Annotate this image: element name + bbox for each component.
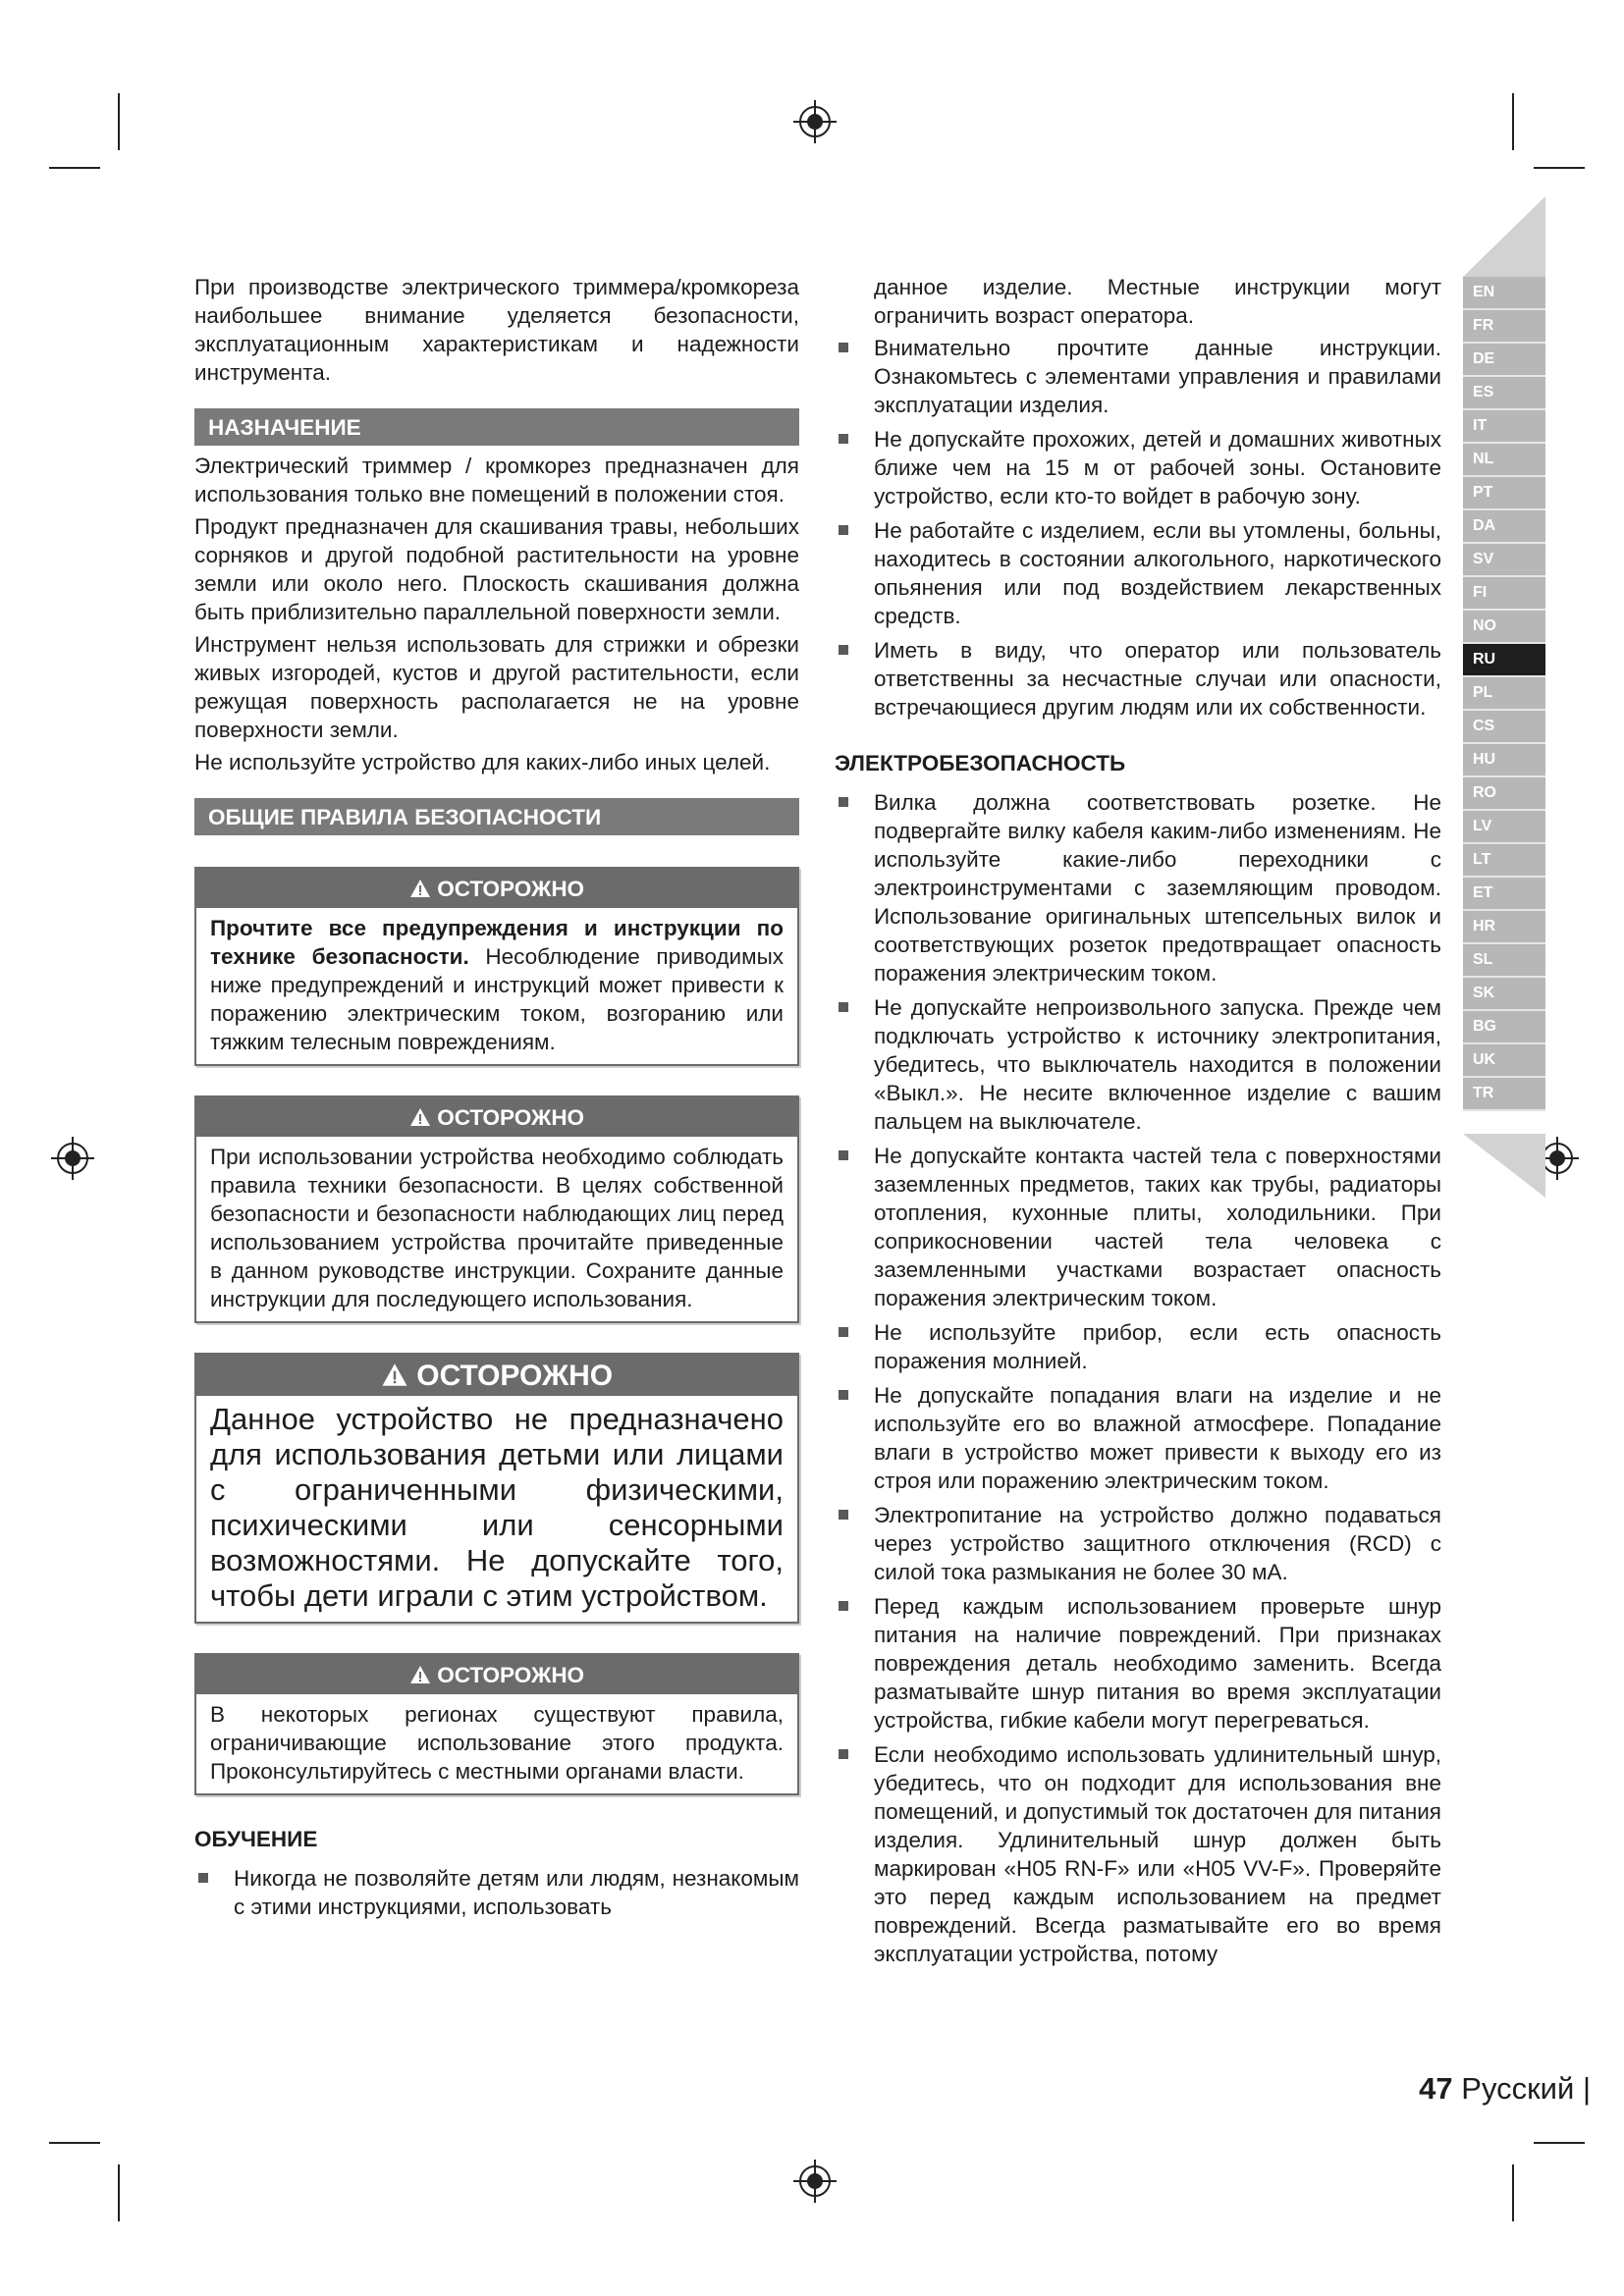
warning-box-large — [194, 1353, 799, 1624]
warning-box — [194, 1095, 799, 1323]
language-tab-da[interactable]: DA — [1463, 510, 1545, 544]
warning-triangle-icon — [409, 1107, 431, 1127]
bullet-square-icon — [839, 343, 848, 352]
language-tab-sk[interactable]: SK — [1463, 978, 1545, 1011]
list-item: Не допускайте попадания влаги на изделие и не используйте его во влажной атмосфере. Попадание влаги в устройство может привести к выходу его из строя или поражению электрическим током. — [835, 1381, 1441, 1495]
bullet-square-icon — [198, 1873, 208, 1883]
list-item: Не работайте с изделием, если вы утомлены, больны, находитесь в состоянии алкогольного, наркотического опьянения или под воздействием лекарственных средств. — [835, 516, 1441, 630]
crop-mark — [118, 2164, 120, 2221]
warning-label: ОСТОРОЖНО — [437, 877, 585, 901]
warning-triangle-icon — [409, 879, 431, 898]
warning-triangle-icon — [381, 1362, 408, 1387]
language-name: Русский — [1461, 2071, 1575, 2106]
crop-mark — [49, 2142, 100, 2144]
purpose-paragraph: Инструмент нельзя использовать для стрижки и обрезки живых изгородей, кустов и другой растительности, если режущая поверхность располагается не на уровне поверхности земли. — [194, 632, 799, 742]
language-tab-pl[interactable]: PL — [1463, 677, 1545, 711]
bullet-square-icon — [839, 1390, 848, 1400]
left-column — [194, 273, 799, 1927]
list-item: Не допускайте непроизвольного запуска. Прежде чем подключать устройство к источнику электропитания, убедитесь, что выключатель находится в положении «Выкл.». Не несите включенное изделие с вашим пальцем на выключателе. — [835, 993, 1441, 1136]
bullet-square-icon — [839, 1327, 848, 1337]
bullet-square-icon — [839, 1749, 848, 1759]
purpose-paragraph: Электрический триммер / кромкорез предназначен для использования только вне помещений в положении стоя. — [194, 454, 799, 507]
crop-mark — [1534, 2142, 1585, 2144]
language-tab-de[interactable]: DE — [1463, 344, 1545, 377]
training-list — [194, 1864, 799, 1921]
training-list-continued — [835, 334, 1441, 721]
language-tab-es[interactable]: ES — [1463, 377, 1545, 410]
language-tab-tr[interactable]: TR — [1463, 1078, 1545, 1111]
language-list — [1463, 277, 1545, 1111]
warning-bold-text: Прочтите все предупреждения и инструкции по технике безопасности. — [210, 916, 784, 969]
section-title-purpose: НАЗНАЧЕНИЕ — [194, 408, 799, 446]
list-item: Не допускайте контакта частей тела с поверхностями заземленных предметов, таких как трубы, радиаторы отопления, кухонные плиты, холодильники. При соприкосновении частей тела человека с заземленными участками возрастает опасность поражения электрическим током. — [835, 1142, 1441, 1312]
list-item: Иметь в виду, что оператор или пользователь ответственны за несчастные случаи или опасности, встречающиеся другим людям или их собственности. — [835, 636, 1441, 721]
language-tab-lv[interactable]: LV — [1463, 811, 1545, 844]
bullet-square-icon — [839, 1002, 848, 1012]
language-tab-hu[interactable]: HU — [1463, 744, 1545, 777]
warning-text: При использовании устройства необходимо соблюдать правила техники безопасности. В целях собственной безопасности и безопасности наблюдающих лиц перед использованием устройства прочитайте приведенные в данном руководстве инструкции. Сохраните данные инструкции для последующего использования. — [210, 1145, 784, 1311]
footer-separator: | — [1582, 2071, 1591, 2106]
registration-mark-icon — [793, 100, 837, 143]
bullet-square-icon — [839, 797, 848, 807]
page-footer — [1276, 2071, 1591, 2107]
bullet-square-icon — [839, 1510, 848, 1520]
purpose-paragraph: Не используйте устройство для каких-либо иных целей. — [194, 750, 771, 774]
warning-box — [194, 867, 799, 1066]
language-tab-bg[interactable]: BG — [1463, 1011, 1545, 1044]
language-tab-no[interactable]: NO — [1463, 611, 1545, 644]
language-tab-sl[interactable]: SL — [1463, 944, 1545, 978]
warning-triangle-icon — [409, 1665, 431, 1684]
page-number: 47 — [1419, 2071, 1453, 2106]
intro-paragraph: При производстве электрического триммера/кромкореза наибольшее внимание уделяется безопасности, эксплуатационным характеристикам и надежности инструмента. — [194, 275, 799, 385]
language-tab-ru[interactable]: RU — [1463, 644, 1545, 677]
right-column — [835, 273, 1441, 1974]
section-title-training: ОБУЧЕНИЕ — [194, 1827, 318, 1851]
bullet-square-icon — [839, 1601, 848, 1611]
language-tab-nl[interactable]: NL — [1463, 444, 1545, 477]
language-tab-it[interactable]: IT — [1463, 410, 1545, 444]
language-tab-et[interactable]: ET — [1463, 878, 1545, 911]
list-item: Электропитание на устройство должно подаваться через устройство защитного отключения (RCD) с силой тока размыкания не более 30 мА. — [835, 1501, 1441, 1586]
list-item: Перед каждым использованием проверьте шнур питания на наличие повреждений. При признаках повреждения деталь необходимо заменить. Всегда разматывайте шнур питания во время эксплуатации устройства, гибкие кабели могут перегреваться. — [835, 1592, 1441, 1735]
list-item: Не используйте прибор, если есть опасность поражения молнией. — [835, 1318, 1441, 1375]
warning-text: Данное устройство не предназначено для использования детьми или лицами с ограниченными физическими, психическими или сенсорными возможностями. Не допускайте того, чтобы дети играли с этим устройством. — [210, 1402, 784, 1613]
warning-box — [194, 1653, 799, 1795]
crop-mark — [49, 167, 100, 169]
purpose-paragraph: Продукт предназначен для скашивания травы, небольших сорняков и другой подобной растительности на уровне земли или около него. Плоскость скашивания должна быть приблизительно параллельной поверхности земли. — [194, 514, 799, 624]
crop-mark — [1512, 2164, 1514, 2221]
language-tab-en[interactable]: EN — [1463, 277, 1545, 310]
bullet-square-icon — [839, 645, 848, 655]
list-item: Никогда не позволяйте детям или людям, незнакомым с этими инструкциями, использовать — [194, 1864, 799, 1921]
list-item: Вилка должна соответствовать розетке. Не подвергайте вилку кабеля каким-либо изменениям. Не используйте какие-либо переходники с электроинструментами с заземляющим проводом. Использование оригинальных штепсельных вилок и соответствующих розеток предотвращает опасность поражения электрическим током. — [835, 788, 1441, 988]
language-tab-cs[interactable]: CS — [1463, 711, 1545, 744]
language-tab-pt[interactable]: PT — [1463, 477, 1545, 510]
language-tab-fi[interactable]: FI — [1463, 577, 1545, 611]
bullet-square-icon — [839, 434, 848, 444]
registration-mark-icon — [793, 2160, 837, 2203]
section-title-general-safety: ОБЩИЕ ПРАВИЛА БЕЗОПАСНОСТИ — [194, 798, 799, 835]
continuation-paragraph: данное изделие. Местные инструкции могут ограничить возраст оператора. — [874, 275, 1441, 328]
bullet-square-icon — [839, 1150, 848, 1160]
bullet-square-icon — [839, 525, 848, 535]
language-tab-hr[interactable]: HR — [1463, 911, 1545, 944]
section-title-electrical-safety: ЭЛЕКТРОБЕЗОПАСНОСТЬ — [835, 751, 1126, 775]
list-item: Внимательно прочтите данные инструкции. Ознакомьтесь с элементами управления и правилами эксплуатации изделия. — [835, 334, 1441, 419]
language-tab-ro[interactable]: RO — [1463, 777, 1545, 811]
language-tab-lt[interactable]: LT — [1463, 844, 1545, 878]
language-tab-strip — [1463, 196, 1545, 1198]
warning-label: ОСТОРОЖНО — [437, 1105, 585, 1130]
warning-text: В некоторых регионах существуют правила, ограничивающие использование этого продукта. Проконсультируйтесь с местными органами власти. — [210, 1702, 784, 1784]
warning-label: ОСТОРОЖНО — [437, 1663, 585, 1687]
language-tab-fr[interactable]: FR — [1463, 310, 1545, 344]
crop-mark — [1512, 93, 1514, 150]
language-tab-uk[interactable]: UK — [1463, 1044, 1545, 1078]
list-item: Если необходимо использовать удлинительный шнур, убедитесь, что он подходит для использования вне помещений, и допустимый ток достаточен для питания изделия. Удлинительный шнур должен быть маркирован «H05 RN-F» или «H05 VV-F». Проверяйте это перед каждым использованием на предмет повреждений. Всегда разматывайте его во время эксплуатации устройства, потому — [835, 1740, 1441, 1968]
crop-mark — [1534, 167, 1585, 169]
registration-mark-icon — [51, 1137, 94, 1180]
warning-text: Несоблюдение приводимых ниже предупреждений и инструкций может привести к поражению электрическим током, возгоранию или тяжким телесным повреждениям. — [210, 944, 784, 1054]
electrical-safety-list — [835, 788, 1441, 1968]
language-tab-sv[interactable]: SV — [1463, 544, 1545, 577]
list-item: Не допускайте прохожих, детей и домашних животных ближе чем на 15 м от рабочей зоны. Остановите устройство, если кто-то войдет в рабочую зону. — [835, 425, 1441, 510]
crop-mark — [118, 93, 120, 150]
warning-label: ОСТОРОЖНО — [416, 1360, 614, 1392]
